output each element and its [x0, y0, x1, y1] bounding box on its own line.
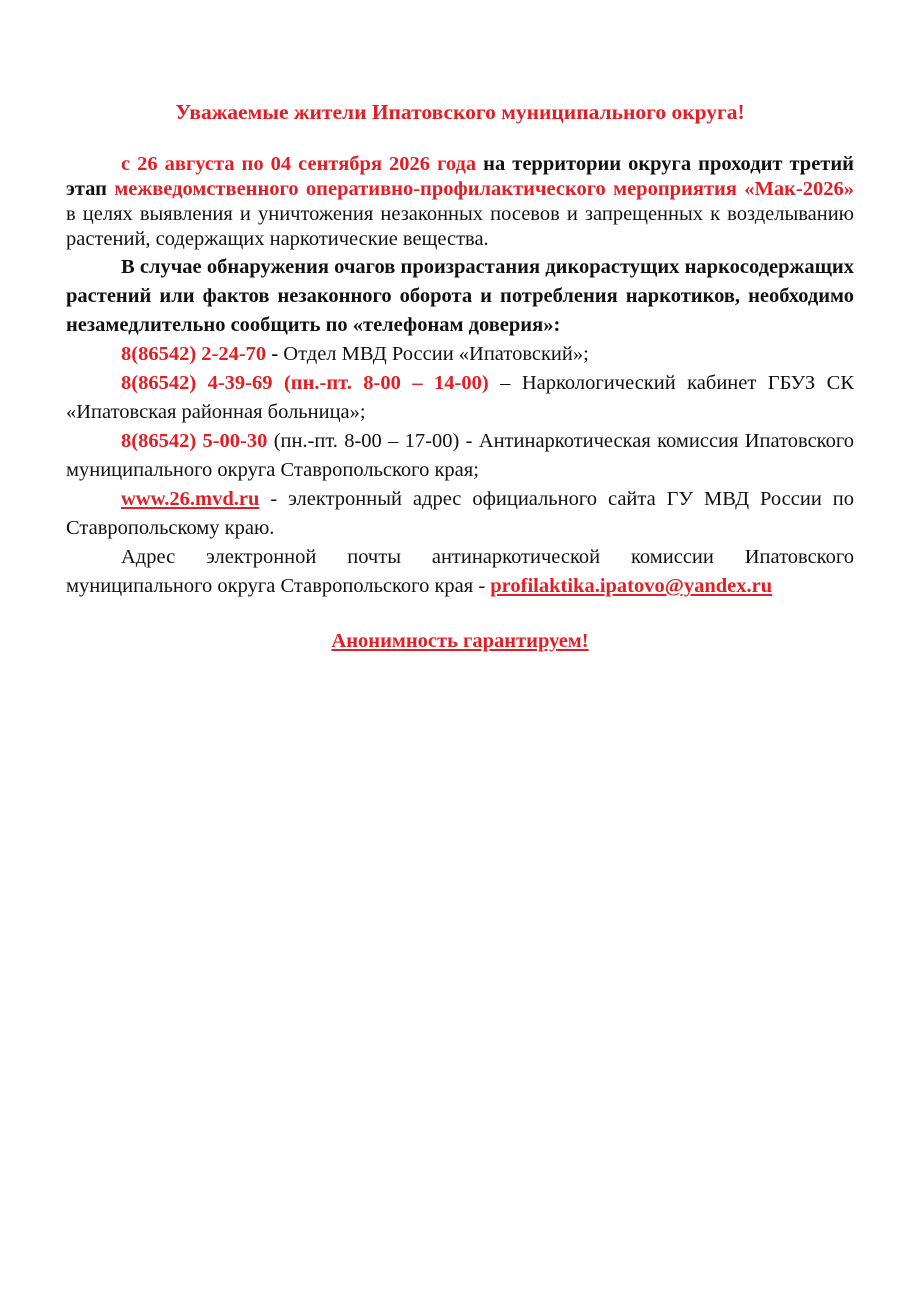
- notice-document: [66, 98, 854, 654]
- contact-separator: –: [488, 372, 522, 394]
- contact-separator: -: [266, 343, 284, 365]
- website-link[interactable]: www.26.mvd.ru: [121, 488, 260, 510]
- contact-phone[interactable]: 8(86542) 5-00-30: [121, 430, 268, 452]
- event-name: межведомственного оперативно-профилактического мероприятия «Мак-2026»: [114, 178, 854, 200]
- website-item: [66, 485, 854, 543]
- page-title: Уважаемые жители Ипатовского муниципального округа!: [175, 100, 745, 124]
- email-paragraph: [66, 543, 854, 601]
- contact-item: [66, 369, 854, 427]
- contact-description: (пн.-пт. 8-00 – 17-00) - Антинаркотическая комиссия Ипатовского муниципального округа Ставропольского края;: [66, 430, 855, 481]
- email-link[interactable]: profilaktika.ipatovo@yandex.ru: [490, 575, 773, 597]
- event-dates: с 26 августа по 04 сентября 2026 года: [121, 153, 477, 175]
- intro-paragraph: [66, 152, 854, 252]
- contact-phone[interactable]: 8(86542) 4-39-69 (пн.-пт. 8-00 – 14-00): [121, 372, 489, 394]
- contact-phone[interactable]: 8(86542) 2-24-70: [121, 343, 267, 365]
- contact-item: [66, 340, 854, 369]
- warning-paragraph: В случае обнаружения очагов произрастания дикорастущих наркосодержащих растений или фактов незаконного оборота и потребления наркотиков, необходимо незамедлительно сообщить по «телефонам доверия»:: [66, 256, 854, 336]
- email-text: Адрес электронной почты антинаркотической комиссии Ипатовского муниципального округа Ставропольского края -: [66, 546, 854, 597]
- intro-text-2: в целях выявления и уничтожения незаконных посевов и запрещенных к возделыванию растений, содержащих наркотические вещества.: [66, 203, 854, 250]
- contact-description: Отдел МВД России «Ипатовский»;: [283, 343, 589, 365]
- anonymity-footer: Анонимность гарантируем!: [331, 630, 589, 652]
- contact-description: Наркологический кабинет ГБУЗ СК «Ипатовская районная больница»;: [66, 372, 854, 423]
- intro-text-1: на территории округа проходит третий этап: [66, 153, 854, 200]
- website-description: - электронный адрес официального сайта ГУ МВД России по Ставропольскому краю.: [66, 488, 854, 539]
- contact-item: [66, 427, 854, 485]
